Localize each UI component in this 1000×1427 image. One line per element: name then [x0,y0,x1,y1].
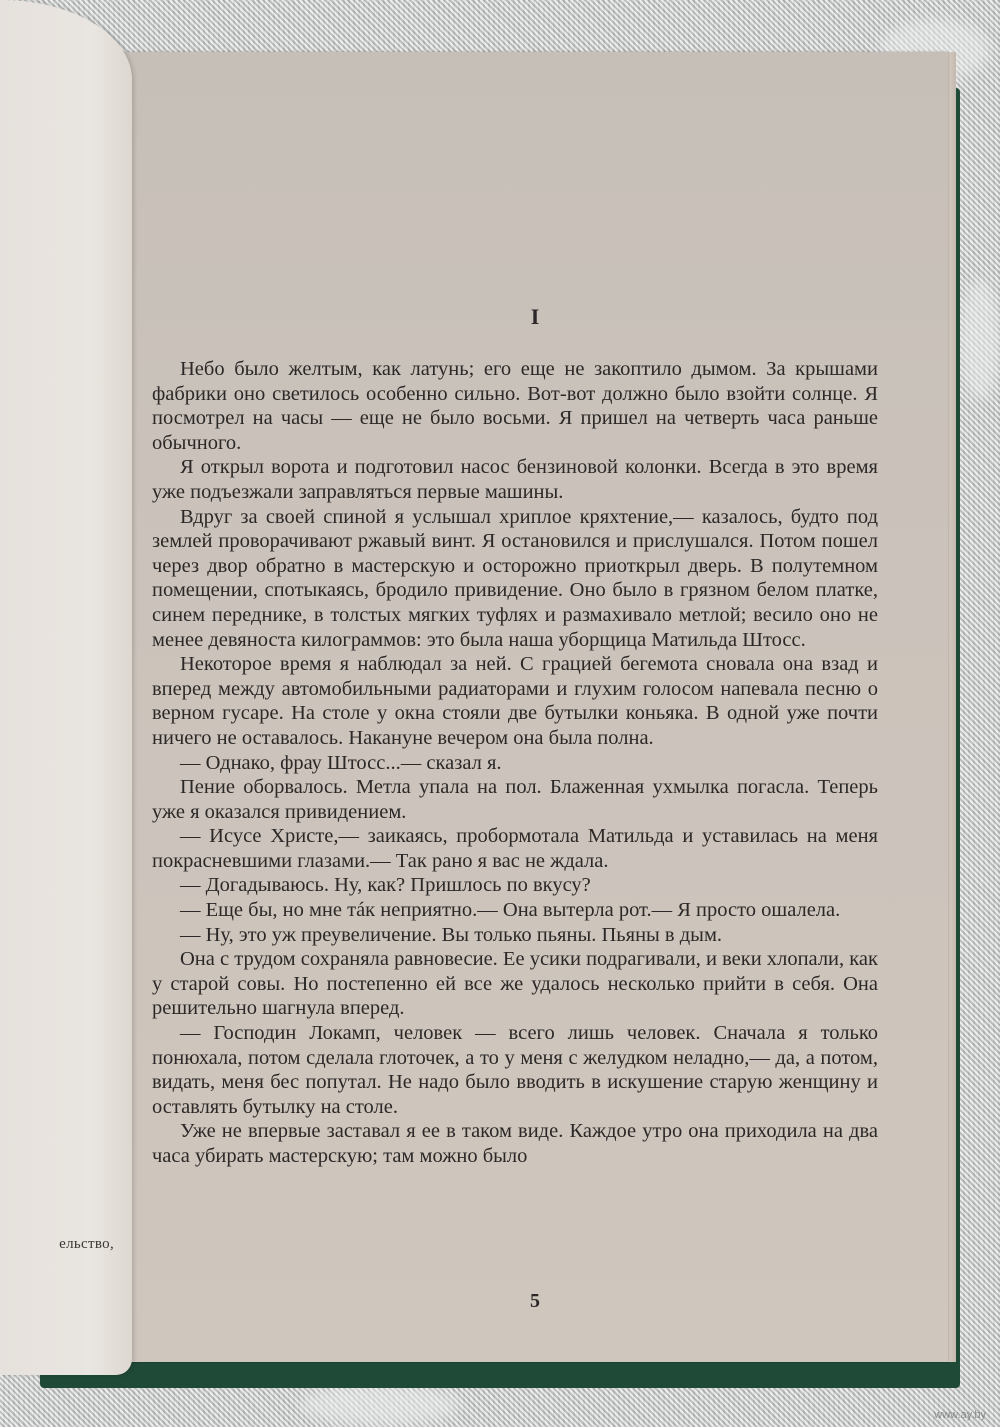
tablecloth-pattern [960,280,1000,400]
paragraph: Уже не впервые заставал я ее в таком виде. Каждое утро она приходила на два часа убирать мастерскую; там можно было [152,1120,878,1167]
page-stack-edge [948,52,956,1362]
watermark: www.ay.by [934,1409,986,1421]
paragraph: Я открыл ворота и подготовил насос бензиновой колонки. Всегда в это время уже подъезжали заправляться первые машины. [152,456,878,503]
paragraph: — Догадываюсь. Ну, как? Пришлось по вкусу? [180,874,591,897]
paragraph: — Господин Локамп, человек — всего лишь человек. Сначала я только понюхала, потом сделала глоточек, а то у меня с желудком неладно,— да, а потом, видать, меня бес попутал. Не надо было вводить в искушение старую женщину и оставлять бутылку на столе. [152,1022,878,1118]
paragraph: Она с трудом сохраняла равновесие. Ее усики подрагивали, и веки хлопали, как у старой совы. Но постепенно ей все же удалось несколько прийти в себя. Она решительно шагнула вперед. [152,948,878,1020]
paragraph: — Ну, это уж преувеличение. Вы только пьяны. Пьяны в дым. [180,923,723,946]
paragraph: — Еще бы, но мне тáк неприятно.— Она вытерла рот.— Я просто ошалела. [180,899,841,922]
paragraph: — Исусе Христе,— заикаясь, пробормотала Матильда и уставилась на меня покрасневшими глазами.— Так рано я вас не ждала. [152,825,878,872]
paragraph: Пение оборвалось. Метла упала на пол. Блаженная ухмылка погасла. Теперь уже я оказался привидением. [152,776,878,823]
tablecloth-pattern [300,1385,460,1425]
paragraph: Некоторое время я наблюдал за ней. С грацией бегемота сновала она взад и вперед между автомобильными радиаторами и глухим голосом напевала песню о верном гусаре. На столе у окна стояли две бутылки коньяка. В одной уже почти ничего не оставалось. Накануне вечером она была полна. [152,653,878,749]
left-page-text-fragment: ельство, [59,1236,114,1252]
chapter-number: I [530,304,540,329]
paragraph: Вдруг за своей спиной я услышал хриплое кряхтение,— казалось, будто под землей проворачивают ржавый винт. Я остановился и прислушался. Потом пошел через двор обратно в мастерскую и осторожно приоткрыл дверь. В полутемном помещении, спотыкаясь, бродило привидение. Оно было в грязном белом платке, синем переднике, в толстых мягких туфлях и размахивало метлой; весило оно не менее девяноста килограммов: это была наша уборщица Матильда Штосс. [152,505,878,651]
paragraph: Небо было желтым, как латунь; его еще не закоптило дымом. За крышами фабрики оно светилось особенно сильно. Вот-вот должно было взойти солнце. Я посмотрел на часы — еще не было восьми. Я пришел на четверть часа раньше обычного. [152,358,878,454]
book-page [122,52,948,1362]
paragraph: — Однако, фрау Штосс...— сказал я. [180,751,502,774]
page-number: 5 [530,1290,540,1312]
left-facing-page [0,0,132,1375]
page-body-text [152,357,878,1169]
